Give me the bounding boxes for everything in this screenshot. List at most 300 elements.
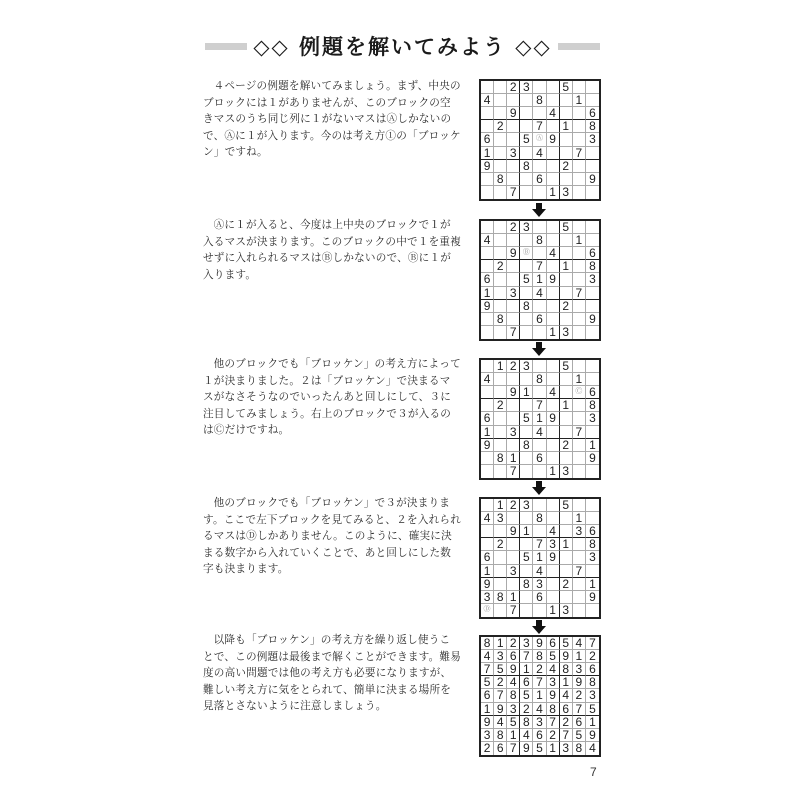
sudoku-cell [547,565,560,578]
sudoku-cell: Ⓓ [481,604,494,617]
sudoku-cell: 1 [573,512,586,525]
sudoku-cell: 6 [481,689,494,702]
sudoku-cell: 1 [533,273,546,286]
sudoku-cell [481,120,494,133]
sudoku-cell: 7 [507,465,520,478]
sudoku-cell: 1 [586,578,599,591]
sudoku-cell: 3 [586,412,599,425]
sudoku-cell [573,221,586,234]
sudoku-cell: 4 [533,147,546,160]
sudoku-cell [547,439,560,452]
sudoku-cell [573,538,586,551]
sudoku-cell [560,591,573,604]
sudoku-cell [547,147,560,160]
sudoku-cell: 8 [494,729,507,742]
sudoku-cell: 9 [481,716,494,729]
sudoku-cell [560,234,573,247]
sudoku-cell: 6 [560,703,573,716]
sudoku-cell: 3 [507,147,520,160]
sudoku-cell [494,221,507,234]
sudoku-cell [481,465,494,478]
sudoku-cell [573,360,586,373]
sudoku-cell [560,426,573,439]
sudoku-cell [520,287,533,300]
sudoku-cell: 6 [481,412,494,425]
sudoku-cell [494,565,507,578]
sudoku-cell: 9 [547,273,560,286]
sudoku-cell: 3 [520,81,533,94]
sudoku-cell [494,273,507,286]
sudoku-cell [547,300,560,313]
sudoku-cell: 8 [533,373,546,386]
sudoku-cell [573,160,586,173]
sudoku-cell [481,186,494,199]
sudoku-cell [494,160,507,173]
sudoku-cell: 3 [481,729,494,742]
sudoku-cell: 5 [507,716,520,729]
sudoku-cell [507,551,520,564]
sudoku-cell: 5 [560,221,573,234]
down-arrow-icon [532,203,546,217]
sudoku-cell [586,604,599,617]
sudoku-cell: 1 [494,499,507,512]
sudoku-cell [520,373,533,386]
sudoku-cell: 3 [586,133,599,146]
step-2-text: Ⓐに１が入ると、今度は上中央のブロックで１が入るマスが決まります。このブロックの中で１を重複せずに入れられるマスはⒷしかないので、Ⓑに１が入ります。 [203,219,461,281]
sudoku-cell: 5 [547,650,560,663]
sudoku-cell: 3 [573,525,586,538]
sudoku-cell [507,373,520,386]
sudoku-cell [494,386,507,399]
sudoku-cell [560,313,573,326]
sudoku-cell: Ⓐ [533,133,546,146]
sudoku-cell: 9 [481,300,494,313]
sudoku-cell: 5 [520,689,533,702]
sudoku-cell: 8 [520,300,533,313]
sudoku-cell: 1 [494,637,507,650]
sudoku-cell [494,578,507,591]
sudoku-cell: 4 [481,234,494,247]
sudoku-cell: 3 [586,551,599,564]
sudoku-cell [494,234,507,247]
sudoku-cell [533,360,546,373]
sudoku-cell: 6 [507,650,520,663]
sudoku-cell: 8 [586,676,599,689]
sudoku-cell [481,452,494,465]
sudoku-cell: 1 [586,716,599,729]
sudoku-cell [494,81,507,94]
sudoku-cell: 2 [507,637,520,650]
sudoku-cell [533,326,546,339]
sudoku-cell: 3 [533,578,546,591]
sudoku-cell [560,247,573,260]
sudoku-cell: 9 [481,578,494,591]
sudoku-cell [560,551,573,564]
sudoku-cell [586,565,599,578]
sudoku-cell [507,133,520,146]
sudoku-cell [494,247,507,260]
sudoku-cell: 3 [507,703,520,716]
sudoku-cell [586,300,599,313]
sudoku-cell: 7 [533,260,546,273]
sudoku-cell: 1 [507,729,520,742]
sudoku-cell [507,260,520,273]
sudoku-cell [481,221,494,234]
sudoku-cell [547,591,560,604]
sudoku-cell: 5 [520,551,533,564]
sudoku-cell: 2 [533,663,546,676]
sudoku-cell: 1 [547,742,560,755]
sudoku-cell [533,439,546,452]
sudoku-cell [481,326,494,339]
sudoku-cell: 7 [586,637,599,650]
sudoku-cell [494,94,507,107]
sudoku-cell [586,465,599,478]
sudoku-cell: 5 [560,81,573,94]
sudoku-cell [573,326,586,339]
sudoku-cell [481,399,494,412]
title-text: ◇◇ 例題を解いてみよう ◇◇ [253,35,552,59]
sudoku-cell [507,578,520,591]
sudoku-cell: 4 [573,637,586,650]
sudoku-cell: 4 [547,247,560,260]
sudoku-cell [520,465,533,478]
sudoku-cell: 5 [520,273,533,286]
sudoku-cell: 2 [547,729,560,742]
sudoku-cell: 8 [547,703,560,716]
sudoku-cell [547,578,560,591]
sudoku-cell [507,173,520,186]
sudoku-cell: 7 [533,538,546,551]
sudoku-cell: 6 [586,247,599,260]
sudoku-cell: 1 [481,287,494,300]
sudoku-cell [573,260,586,273]
sudoku-cell: 5 [560,360,573,373]
sudoku-cell [547,426,560,439]
sudoku-cell: 5 [494,663,507,676]
sudoku-cell: 8 [494,313,507,326]
sudoku-cell: 9 [507,663,520,676]
sudoku-cell [560,386,573,399]
sudoku-cell [586,234,599,247]
sudoku-cell: 9 [520,742,533,755]
sudoku-cell [494,525,507,538]
sudoku-cell [507,300,520,313]
sudoku-cell: 4 [481,373,494,386]
sudoku-cell: 9 [547,551,560,564]
sudoku-cell: 2 [507,81,520,94]
sudoku-cell: 9 [560,650,573,663]
sudoku-cell: 1 [560,676,573,689]
sudoku-cell: 5 [481,676,494,689]
sudoku-cell: 2 [481,742,494,755]
sudoku-cell [481,313,494,326]
sudoku-cell: 3 [573,663,586,676]
sudoku-cell: 2 [560,439,573,452]
sudoku-cell: 1 [481,703,494,716]
sudoku-cell: 9 [547,689,560,702]
sudoku-cell: 2 [560,716,573,729]
sudoku-cell: 6 [586,386,599,399]
sudoku-grid-step-2 [479,219,601,341]
sudoku-cell [573,120,586,133]
sudoku-cell [573,300,586,313]
sudoku-cell [533,604,546,617]
sudoku-cell: 6 [481,133,494,146]
sudoku-cell: 9 [547,412,560,425]
sudoku-cell [547,499,560,512]
sudoku-cell: 6 [494,742,507,755]
sudoku-cell: 4 [481,650,494,663]
sudoku-cell: 4 [560,689,573,702]
sudoku-cell: 3 [507,287,520,300]
sudoku-cell [573,399,586,412]
sudoku-cell: 7 [507,604,520,617]
sudoku-cell: 3 [560,186,573,199]
sudoku-cell [573,578,586,591]
sudoku-cell [520,426,533,439]
sudoku-cell: 8 [586,538,599,551]
sudoku-cell [507,160,520,173]
sudoku-cell: 9 [507,247,520,260]
sudoku-cell: 7 [573,147,586,160]
sudoku-cell [520,313,533,326]
sudoku-cell: 4 [533,565,546,578]
sudoku-cell [533,300,546,313]
sudoku-cell: 2 [586,650,599,663]
sudoku-cell: 4 [494,716,507,729]
sudoku-cell [573,452,586,465]
sudoku-cell: 3 [533,716,546,729]
sudoku-cell: 4 [533,287,546,300]
sudoku-cell: 4 [533,703,546,716]
sudoku-cell [507,234,520,247]
sudoku-cell [586,147,599,160]
sudoku-cell: 4 [547,107,560,120]
sudoku-cell [586,186,599,199]
sudoku-cell: 1 [547,186,560,199]
sudoku-cell: 1 [547,465,560,478]
sudoku-cell: 9 [507,107,520,120]
sudoku-cell: Ⓑ [520,247,533,260]
sudoku-cell: 2 [494,676,507,689]
sudoku-cell [547,234,560,247]
sudoku-cell: 6 [533,729,546,742]
sudoku-cell: 3 [547,676,560,689]
sudoku-cell [547,287,560,300]
sudoku-cell: 7 [533,399,546,412]
sudoku-cell: 2 [560,300,573,313]
sudoku-cell [547,260,560,273]
sudoku-cell: 7 [573,703,586,716]
sudoku-cell: 7 [573,287,586,300]
down-arrow-icon [532,620,546,634]
sudoku-cell: 8 [533,234,546,247]
sudoku-cell: 8 [560,663,573,676]
sudoku-cell: 7 [533,120,546,133]
sudoku-grid-step-1 [479,79,601,201]
sudoku-cell [533,525,546,538]
sudoku-cell [533,386,546,399]
sudoku-cell [560,525,573,538]
sudoku-cell [573,465,586,478]
sudoku-cell: 5 [560,499,573,512]
sudoku-cell: 2 [507,499,520,512]
sudoku-cell: 1 [560,399,573,412]
sudoku-cell: 4 [589,741,596,756]
sudoku-cell [586,499,599,512]
sudoku-cell [494,439,507,452]
sudoku-cell: 6 [481,273,494,286]
sudoku-cell: 3 [494,650,507,663]
sudoku-cell [507,120,520,133]
sudoku-cell: 3 [560,604,573,617]
sudoku-cell [586,94,599,107]
sudoku-cell: 6 [533,452,546,465]
sudoku-cell [481,107,494,120]
sudoku-cell: 9 [481,160,494,173]
sudoku-cell: 3 [560,326,573,339]
sudoku-cell [560,373,573,386]
sudoku-cell: 7 [507,186,520,199]
sudoku-cell [494,287,507,300]
sudoku-cell [573,133,586,146]
sudoku-cell [520,452,533,465]
title-decoration-right [558,43,600,50]
sudoku-grid-step-4 [479,497,601,619]
sudoku-cell: 9 [481,439,494,452]
sudoku-cell: 6 [533,313,546,326]
sudoku-cell: 4 [533,426,546,439]
sudoku-cell [481,173,494,186]
sudoku-cell: 1 [481,147,494,160]
sudoku-cell: 7 [507,326,520,339]
sudoku-cell: 2 [520,703,533,716]
sudoku-cell [560,287,573,300]
sudoku-cell: 8 [573,742,586,755]
sudoku-cell [481,386,494,399]
sudoku-cell: 5 [520,412,533,425]
sudoku-cell [507,399,520,412]
sudoku-cell: 4 [520,729,533,742]
sudoku-cell [533,499,546,512]
sudoku-cell [494,133,507,146]
sudoku-cell [481,499,494,512]
sudoku-cell: 7 [507,742,520,755]
sudoku-cell: 9 [586,173,599,186]
sudoku-cell: 7 [560,729,573,742]
sudoku-cell: 8 [481,637,494,650]
sudoku-cell [507,412,520,425]
sudoku-cell [547,94,560,107]
sudoku-cell: 9 [586,729,599,742]
sudoku-cell: 7 [533,676,546,689]
sudoku-cell: 1 [560,120,573,133]
sudoku-cell: 2 [494,399,507,412]
sudoku-cell [494,300,507,313]
sudoku-cell: 2 [560,160,573,173]
sudoku-cell [547,221,560,234]
sudoku-cell: 9 [533,637,546,650]
sudoku-cell [586,373,599,386]
sudoku-cell: 3 [586,689,599,702]
sudoku-cell: 8 [494,452,507,465]
sudoku-cell: 1 [507,452,520,465]
sudoku-cell [520,326,533,339]
sudoku-cell: 3 [507,565,520,578]
page-title [205,32,600,60]
sudoku-cell: 4 [547,386,560,399]
sudoku-cell: 1 [507,591,520,604]
sudoku-cell: 3 [520,360,533,373]
sudoku-cell [494,604,507,617]
sudoku-cell [520,120,533,133]
sudoku-cell: 1 [586,439,599,452]
sudoku-cell [520,512,533,525]
sudoku-cell: 6 [586,107,599,120]
sudoku-cell [547,313,560,326]
sudoku-cell: 9 [494,703,507,716]
sudoku-cell: 1 [560,260,573,273]
sudoku-cell: 9 [547,133,560,146]
sudoku-cell [507,538,520,551]
sudoku-cell [547,360,560,373]
sudoku-cell: 2 [560,578,573,591]
sudoku-cell [560,565,573,578]
sudoku-cell [573,313,586,326]
sudoku-cell [547,452,560,465]
sudoku-cell: 3 [560,465,573,478]
sudoku-cell: 7 [573,565,586,578]
sudoku-cell: 1 [573,373,586,386]
sudoku-cell: 2 [494,260,507,273]
sudoku-cell: 5 [533,742,546,755]
sudoku-cell: 7 [494,689,507,702]
sudoku-cell [520,94,533,107]
sudoku-cell: 3 [560,742,573,755]
sudoku-cell: 8 [533,650,546,663]
sudoku-cell [573,107,586,120]
sudoku-cell: 2 [494,538,507,551]
sudoku-cell: 9 [507,386,520,399]
sudoku-cell: 1 [560,538,573,551]
sudoku-cell [481,247,494,260]
sudoku-cell: 8 [533,94,546,107]
sudoku-cell: 7 [481,663,494,676]
sudoku-cell: 3 [520,221,533,234]
sudoku-cell: 6 [586,663,599,676]
sudoku-cell: 1 [494,360,507,373]
sudoku-cell: 2 [573,689,586,702]
sudoku-cell [481,525,494,538]
sudoku-cell [573,591,586,604]
sudoku-cell: 9 [586,591,599,604]
sudoku-cell: 4 [547,663,560,676]
down-arrow-icon [532,481,546,495]
sudoku-cell: 1 [533,412,546,425]
sudoku-cell [520,260,533,273]
sudoku-cell [547,81,560,94]
sudoku-cell: 4 [547,525,560,538]
sudoku-cell [586,326,599,339]
sudoku-cell [533,465,546,478]
sudoku-cell [494,326,507,339]
sudoku-cell [520,604,533,617]
sudoku-cell: 1 [547,604,560,617]
sudoku-cell [520,107,533,120]
sudoku-cell: 5 [520,133,533,146]
sudoku-cell: 1 [533,689,546,702]
